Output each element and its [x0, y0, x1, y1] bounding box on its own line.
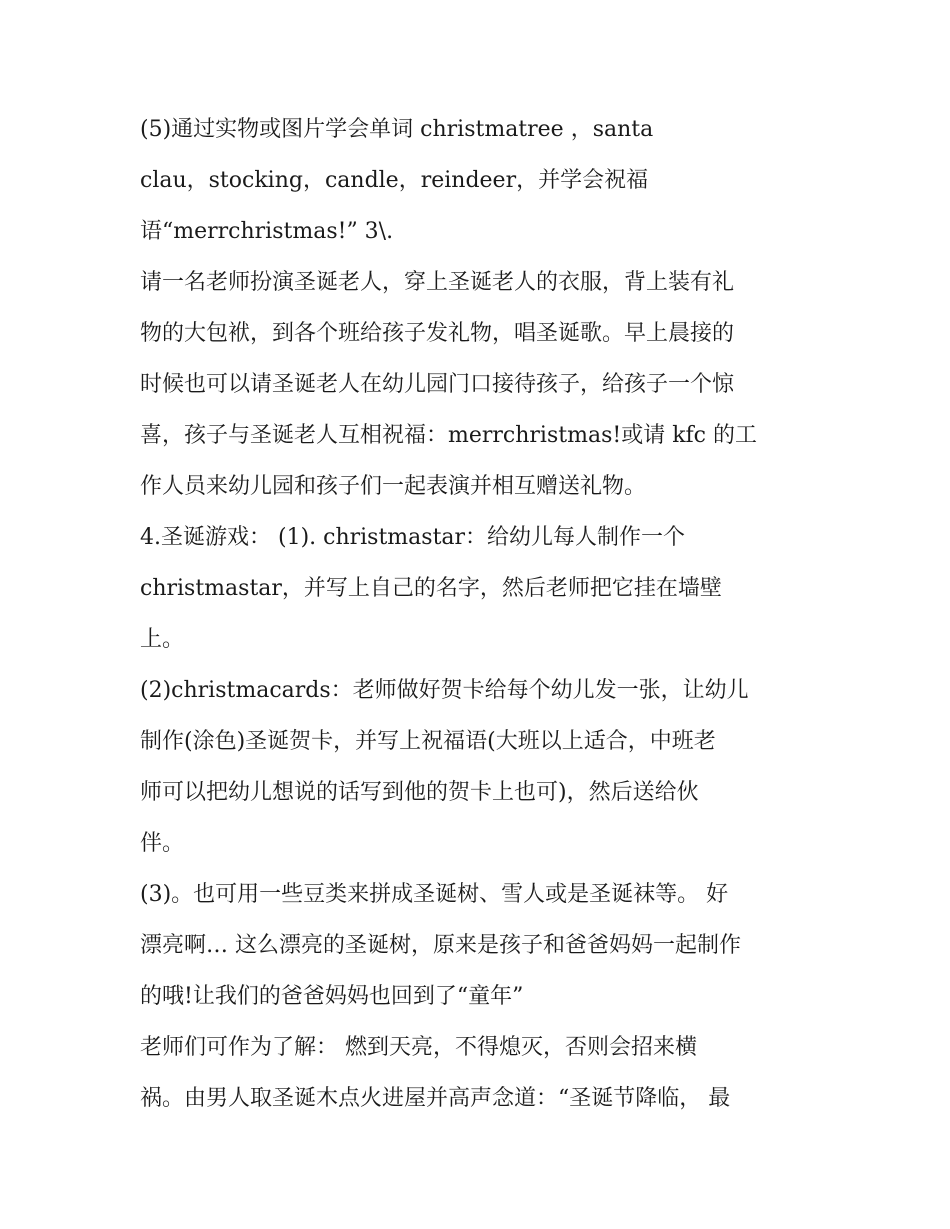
text-line: 物的大包袱，到各个班给孩子发礼物，唱圣诞歌。早上晨接的: [140, 321, 735, 346]
text-line: (5)通过实物或图片学会单词 christmatree ，santa: [140, 117, 654, 142]
text-line: 作人员来幼儿园和孩子们一起表演并相互赠送礼物。: [140, 474, 647, 499]
text-line: christmastar，并写上自己的名字，然后老师把它挂在墙壁: [140, 576, 722, 601]
text-line: 伴。: [140, 831, 185, 856]
text-line: 上。: [140, 627, 185, 652]
text-line: clau，stocking，candle，reindeer，并学会祝福: [140, 168, 649, 193]
text-line: 制作(涂色)圣诞贺卡，并写上祝福语(大班以上适合，中班老: [140, 729, 716, 754]
text-line: 祸。由男人取圣诞木点火进屋并高声念道：“圣诞节降临， 最: [140, 1086, 731, 1111]
text-line: 的哦!让我们的爸爸妈妈也回到了“童年”: [140, 984, 524, 1009]
document-page: [140, 104, 820, 1124]
text-line: 漂亮啊… 这么漂亮的圣诞树，原来是孩子和爸爸妈妈一起制作: [140, 933, 741, 958]
text-line: 师可以把幼儿想说的话写到他的贺卡上也可)，然后送给伙: [140, 780, 699, 805]
text-line: 时候也可以请圣诞老人在幼儿园门口接待孩子，给孩子一个惊: [140, 372, 735, 397]
text-line: (2)christmacards：老师做好贺卡给每个幼儿发一张，让幼儿: [140, 678, 749, 703]
text-line: 4.圣诞游戏： (1). christmastar：给幼儿每人制作一个: [140, 525, 686, 550]
text-line: 老师们可作为了解： 燃到天亮，不得熄灭，否则会招来横: [140, 1035, 697, 1060]
text-line: (3)。也可用一些豆类来拼成圣诞树、雪人或是圣诞袜等。 好: [140, 882, 729, 907]
text-line: 喜，孩子与圣诞老人互相祝福：merrchristmas!或请 kfc 的工: [140, 423, 757, 448]
text-line: 请一名老师扮演圣诞老人，穿上圣诞老人的衣服，背上装有礼: [140, 270, 735, 295]
text-line: 语“merrchristmas!” 3\.: [140, 219, 394, 244]
